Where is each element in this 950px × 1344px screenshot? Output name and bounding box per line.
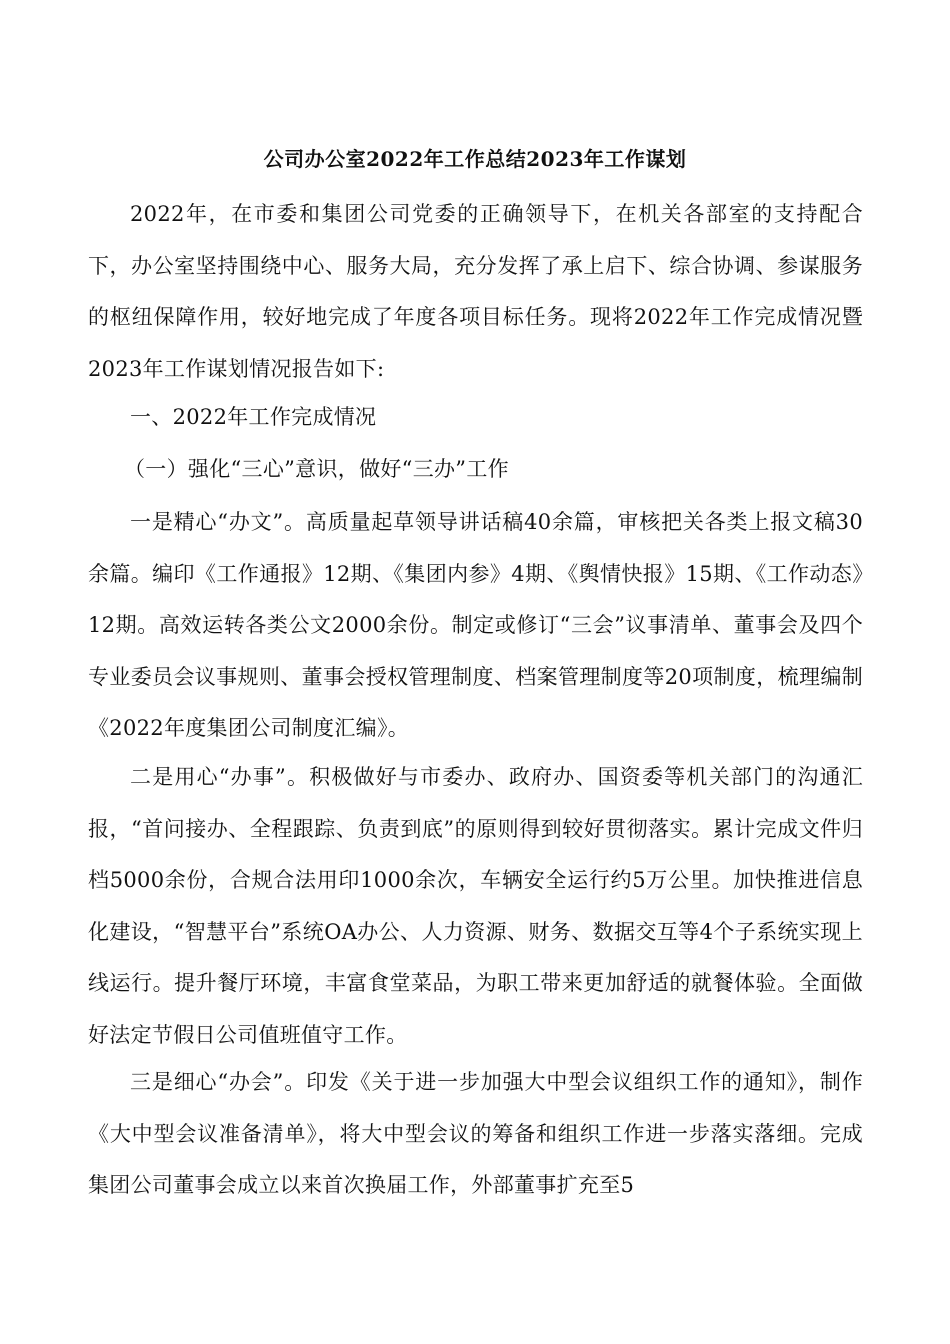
- paragraph-banhui: 三是细心“办会”。印发《关于进一步加强大中型会议组织工作的通知》，制作《大中型会议准备清单》，将大中型会议的筹备和组织工作进一步落实落细。完成集团公司董事会成立以来首次换届工作，外部董事扩充至5: [88, 1070, 863, 1197]
- paragraph-banwen: 一是精心“办文”。高质量起草领导讲话稿40余篇，审核把关各类上报文稿30余篇。编印《工作通报》12期、《集团内参》4期、《舆情快报》15期、《工作动态》12期。高效运转各类公文2000余份。制定或修订“三会”议事清单、董事会及四个专业委员会议事规则、董事会授权管理制度、档案管理制度等20项制度，梳理编制《2022年度集团公司制度汇编》。: [88, 510, 863, 740]
- section-heading-1: 一、2022年工作完成情况: [130, 405, 377, 429]
- subsection-heading-1: （一）强化“三心”意识，做好“三办”工作: [124, 457, 509, 481]
- paragraph-banshi: 二是用心“办事”。积极做好与市委办、政府办、国资委等机关部门的沟通汇报，“首问接办、全程跟踪、负责到底”的原则得到较好贯彻落实。累计完成文件归档5000余份，合规合法用印1000余次，车辆安全运行约5万公里。加快推进信息化建设，“智慧平台”系统OA办公、人力资源、财务、数据交互等4个子系统实现上线运行。提升餐厅环境，丰富食堂菜品，为职工带来更加舒适的就餐体验。全面做好法定节假日公司值班值守工作。: [88, 765, 863, 1047]
- document-title: 公司办公室2022年工作总结2023年工作谋划: [263, 147, 687, 171]
- intro-paragraph: 2022年，在市委和集团公司党委的正确领导下，在机关各部室的支持配合下，办公室坚持围绕中心、服务大局，充分发挥了承上启下、综合协调、参谋服务的枢纽保障作用，较好地完成了年度各项目标任务。现将2022年工作完成情况暨2023年工作谋划情况报告如下:: [88, 202, 863, 381]
